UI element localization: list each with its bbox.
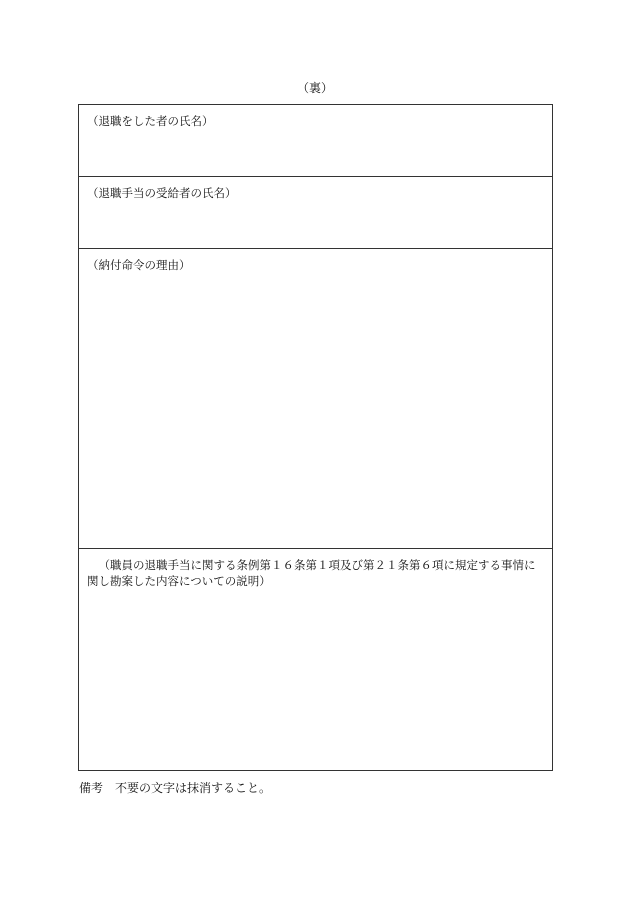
section-circumstances-explanation[interactable] bbox=[79, 549, 552, 770]
section-label: （納付命令の理由） bbox=[87, 258, 191, 272]
section-label: （退職手当の受給者の氏名） bbox=[87, 186, 237, 200]
section-recipient-name[interactable] bbox=[79, 177, 552, 249]
form-table bbox=[78, 104, 553, 771]
section-label: （退職をした者の氏名） bbox=[87, 114, 214, 128]
section-payment-order-reason[interactable] bbox=[79, 249, 552, 549]
section-label: （職員の退職手当に関する条例第１６条第１項及び第２１条第６項に規定する事情に関し勘案した内容についての説明） bbox=[87, 558, 536, 588]
page-heading: （裏） bbox=[296, 81, 333, 95]
remarks-note: 備考 不要の文字は抹消すること。 bbox=[79, 781, 272, 795]
section-retiree-name[interactable] bbox=[79, 105, 552, 177]
